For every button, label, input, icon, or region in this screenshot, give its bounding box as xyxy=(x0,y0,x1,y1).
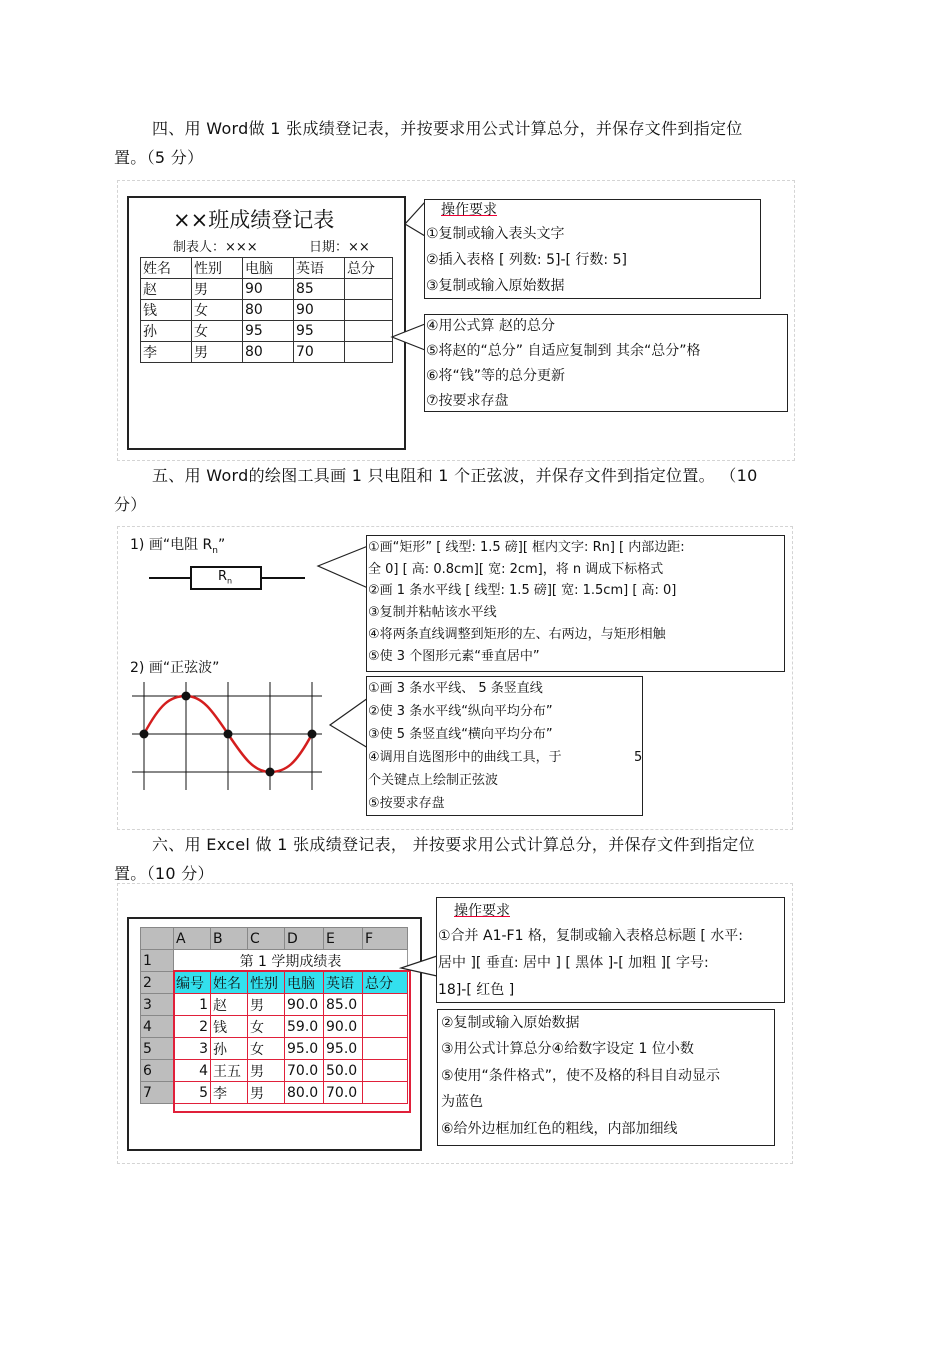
q5-paragraph xyxy=(114,461,814,519)
q6-line1: 六、用 Excel 做 1 张成绩登记表， 并按要求用公式计算总分，并保存文件到指定位 xyxy=(152,835,755,854)
pointer-b xyxy=(392,324,425,350)
q6-step: ⑤使用“条件格式”，使不及格的科目自动显示 xyxy=(441,1067,721,1084)
q5-line2: 分） xyxy=(114,495,147,514)
table-cell: 男 xyxy=(192,342,243,363)
sheet-cell: 男 xyxy=(248,994,285,1016)
q4-line2: 置。（5 分） xyxy=(114,148,204,167)
table-header: 性别 xyxy=(192,258,243,279)
excel-row xyxy=(141,1082,408,1104)
column-header: E xyxy=(324,928,363,950)
table-cell: 90 xyxy=(243,279,294,300)
sheet-cell: 90.0 xyxy=(324,1016,363,1038)
excel-row xyxy=(141,1016,408,1038)
table-header: 英语 xyxy=(294,258,345,279)
column-header: D xyxy=(285,928,324,950)
q4-step: ⑤将赵的“总分” 自适应复制到 其余“总分”格 xyxy=(426,343,701,359)
table-row xyxy=(141,300,393,321)
q6-steps-b xyxy=(441,1010,720,1142)
sine-label: 2) 画“正弦波” xyxy=(130,660,220,676)
row-header: 5 xyxy=(141,1038,174,1060)
sheet-cell: 50.0 xyxy=(324,1060,363,1082)
q6-steps-a xyxy=(438,923,743,1004)
q5-step xyxy=(368,746,643,769)
q4-step: ⑥将“钱”等的总分更新 xyxy=(426,368,566,384)
table-cell: 男 xyxy=(192,279,243,300)
q4-req-title-text: 操作要求 xyxy=(441,202,497,218)
sheet-cell: 女 xyxy=(248,1016,285,1038)
sheet-cell: 李 xyxy=(211,1082,248,1104)
sheet-cell: 1 xyxy=(174,994,211,1016)
table-cell: 70 xyxy=(294,342,345,363)
sine-wave-drawing xyxy=(130,680,330,792)
date-label: 日期：×× xyxy=(309,240,370,255)
sheet-cell: 男 xyxy=(248,1082,285,1104)
table-cell: 女 xyxy=(192,321,243,342)
resistor-text-sub: n xyxy=(227,576,233,586)
sheet-cell: 女 xyxy=(248,1038,285,1060)
sheet-cell xyxy=(363,1082,408,1104)
excel-grid xyxy=(140,927,408,1104)
sheet-cell xyxy=(363,1016,408,1038)
q4-step: ⑦按要求存盘 xyxy=(426,393,509,409)
form-title: ××班成绩登记表 xyxy=(173,208,335,232)
q4-step: ④用公式算 赵的总分 xyxy=(426,318,556,334)
q6-step: ③用公式计算总分④给数字设定 1 位小数 xyxy=(441,1041,694,1058)
q6-step: 18]-[ 红色 ] xyxy=(438,982,515,998)
column-header: F xyxy=(363,928,408,950)
q5-step: ③复制并粘帖该水平线 xyxy=(368,605,497,621)
table-cell: 80 xyxy=(243,300,294,321)
pointer-b xyxy=(330,698,368,748)
q4-steps-b xyxy=(426,314,700,414)
sheet-cell: 90.0 xyxy=(285,994,324,1016)
row-header: 7 xyxy=(141,1082,174,1104)
sheet-header: 编号 xyxy=(174,972,211,994)
q6-req-title xyxy=(454,900,510,922)
sheet-header: 姓名 xyxy=(211,972,248,994)
sheet-title: 第 1 学期成绩表 xyxy=(174,950,408,972)
q6-step: ②复制或输入原始数据 xyxy=(441,1015,580,1031)
resistor-label xyxy=(130,534,225,556)
table-header: 总分 xyxy=(345,258,393,279)
q4-step: ①复制或输入表头文字 xyxy=(426,226,565,242)
q5-step: ④将两条直线调整到矩形的左、右两边，与矩形相触 xyxy=(368,626,666,642)
resistor-label-sub: n xyxy=(212,545,218,556)
q6-step: ①合并 A1-F1 格，复制或输入表格总标题 [ 水平: xyxy=(438,928,744,944)
sheet-cell: 4 xyxy=(174,1060,211,1082)
sheet-cell: 85.0 xyxy=(324,994,363,1016)
q5-step: 全 0] [ 高: 0.8cm][ 宽: 2cm]，将 n 调成下标格式 xyxy=(368,561,664,577)
excel-row xyxy=(141,1060,408,1082)
pointer-a xyxy=(405,202,425,236)
excel-row xyxy=(141,1038,408,1060)
corner-cell xyxy=(141,928,174,950)
q5-steps-b xyxy=(368,677,643,815)
sheet-cell: 男 xyxy=(248,1060,285,1082)
column-header: B xyxy=(211,928,248,950)
table-header: 电脑 xyxy=(243,258,294,279)
q6-line2: 置。（10 分） xyxy=(114,864,214,883)
sheet-cell: 王五 xyxy=(211,1060,248,1082)
sheet-cell: 2 xyxy=(174,1016,211,1038)
maker-label: 制表人：××× xyxy=(173,240,258,255)
q5-step-wrap-num: 5 xyxy=(634,750,643,765)
sheet-cell: 59.0 xyxy=(285,1016,324,1038)
sheet-cell: 70.0 xyxy=(285,1060,324,1082)
table-header-row xyxy=(141,258,393,279)
q6-paragraph xyxy=(114,830,814,888)
table-cell: 85 xyxy=(294,279,345,300)
q4-steps-a xyxy=(426,221,627,299)
table-row xyxy=(141,321,393,342)
pointer-a xyxy=(401,956,437,976)
q6-req-title-text: 操作要求 xyxy=(454,903,510,919)
q5-step: ⑤使 3 个图形元素“垂直居中” xyxy=(368,648,540,664)
row-header: 1 xyxy=(141,950,174,972)
table-cell: 95 xyxy=(294,321,345,342)
resistor-label-text: 1) 画“电阻 R xyxy=(130,537,213,553)
sheet-cell: 钱 xyxy=(211,1016,248,1038)
q5-step: ⑤按要求存盘 xyxy=(368,796,445,811)
q5-step: ①画 3 条水平线、 5 条竖直线 xyxy=(368,681,543,696)
table-cell: 钱 xyxy=(141,300,192,321)
sheet-cell: 赵 xyxy=(211,994,248,1016)
q6-step: ⑥给外边框加红色的粗线，内部加细线 xyxy=(441,1120,678,1137)
row-header: 3 xyxy=(141,994,174,1016)
sheet-cell xyxy=(363,1038,408,1060)
q6-step: 为蓝色 xyxy=(441,1094,483,1111)
column-header: C xyxy=(248,928,285,950)
sheet-header: 性别 xyxy=(248,972,285,994)
column-header-row xyxy=(141,928,408,950)
q5-step: ①画“矩形” [ 线型: 1.5 磅][ 框内文字: Rn] [ 内部边距: xyxy=(368,540,685,555)
q4-paragraph xyxy=(114,114,814,172)
table-cell: 李 xyxy=(141,342,192,363)
table-cell: 赵 xyxy=(141,279,192,300)
row-header: 6 xyxy=(141,1060,174,1082)
q5-step-text: ④调用自选图形中的曲线工具，于 xyxy=(368,750,562,765)
row-header: 2 xyxy=(141,972,174,994)
sheet-cell xyxy=(363,994,408,1016)
row-header: 4 xyxy=(141,1016,174,1038)
excel-row xyxy=(141,972,408,994)
q6-step: 居中 ][ 垂直: 居中 ] [ 黑体 ]-[ 加粗 ][ 字号: xyxy=(438,955,709,971)
table-cell: 90 xyxy=(294,300,345,321)
resistor-label-end: ” xyxy=(217,537,226,553)
excel-row xyxy=(141,950,408,972)
sheet-header: 电脑 xyxy=(285,972,324,994)
sheet-cell: 5 xyxy=(174,1082,211,1104)
resistor-text xyxy=(218,569,232,586)
table-header: 姓名 xyxy=(141,258,192,279)
sheet-cell: 70.0 xyxy=(324,1082,363,1104)
sheet-cell xyxy=(363,1060,408,1082)
resistor-text-main: R xyxy=(218,569,228,584)
q5-step: ③使 5 条竖直线“横向平均分布” xyxy=(368,727,553,742)
table-cell: 孙 xyxy=(141,321,192,342)
q5-line1: 五、用 Word的绘图工具画 1 只电阻和 1 个正弦波，并保存文件到指定位置。 （10 xyxy=(152,466,758,485)
sheet-cell: 95.0 xyxy=(324,1038,363,1060)
excel-row xyxy=(141,994,408,1016)
q4-step: ③复制或输入原始数据 xyxy=(426,278,565,294)
q5-step: 个关键点上绘制正弦波 xyxy=(368,773,499,788)
sheet-header: 英语 xyxy=(324,972,363,994)
table-cell: 80 xyxy=(243,342,294,363)
table-cell: 女 xyxy=(192,300,243,321)
table-row xyxy=(141,279,393,300)
q5-steps-a xyxy=(368,537,685,667)
column-header: A xyxy=(174,928,211,950)
sheet-cell: 孙 xyxy=(211,1038,248,1060)
table-row xyxy=(141,342,393,363)
q5-step: ②画 1 条水平线 [ 线型: 1.5 磅][ 宽: 1.5cm] [ 高: 0] xyxy=(368,583,677,599)
q4-req-title xyxy=(441,199,497,221)
q4-word-doc xyxy=(127,196,406,450)
score-table xyxy=(140,257,393,363)
sheet-cell: 80.0 xyxy=(285,1082,324,1104)
q5-step: ②使 3 条水平线“纵向平均分布” xyxy=(368,704,553,719)
sheet-cell: 3 xyxy=(174,1038,211,1060)
sheet-cell: 95.0 xyxy=(285,1038,324,1060)
sheet-header: 总分 xyxy=(363,972,408,994)
q4-line1: 四、用 Word做 1 张成绩登记表，并按要求用公式计算总分，并保存文件到指定位 xyxy=(152,119,743,138)
q6-excel-sheet xyxy=(127,917,422,1151)
table-cell: 95 xyxy=(243,321,294,342)
q4-step: ②插入表格 [ 列数: 5]-[ 行数: 5] xyxy=(426,252,627,268)
pointer-a xyxy=(318,546,368,588)
